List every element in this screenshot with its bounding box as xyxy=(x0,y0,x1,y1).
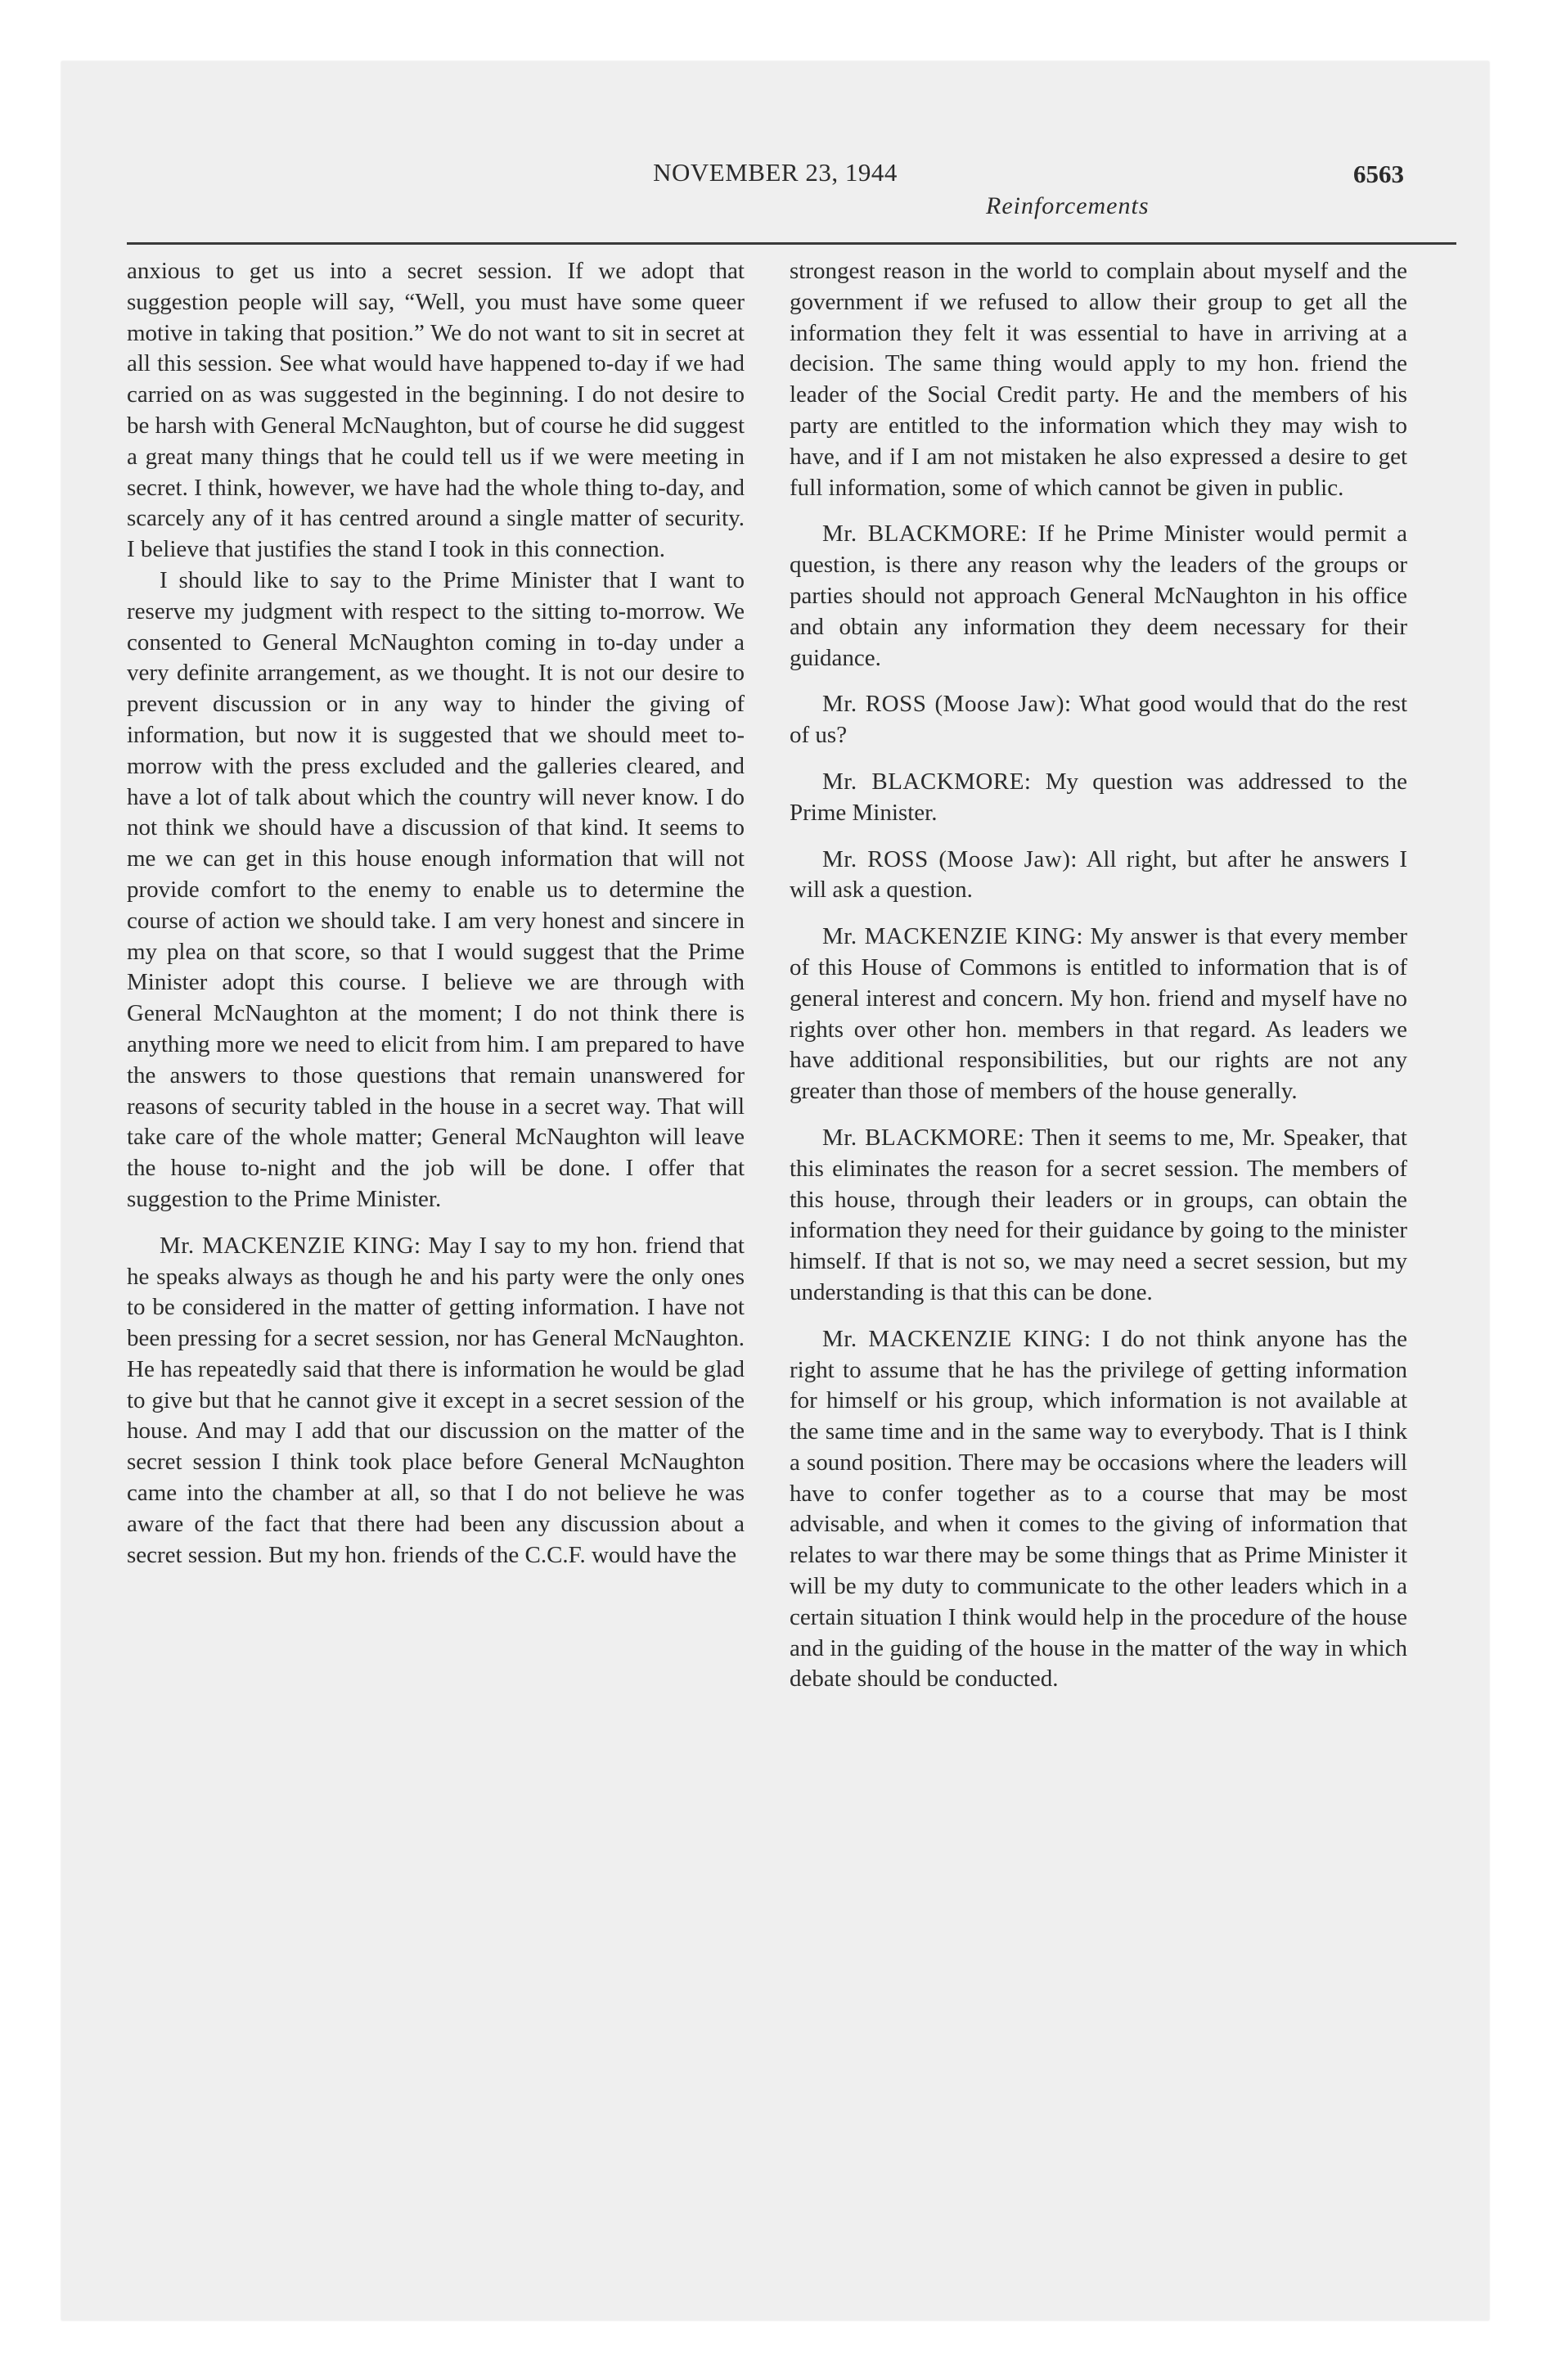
speech-paragraph xyxy=(790,1123,1407,1309)
speech-paragraph xyxy=(790,689,1407,751)
speech-text: All right, but after he answers I will ask a question. xyxy=(790,845,1407,904)
header-divider xyxy=(127,242,1456,245)
speech-paragraph xyxy=(790,845,1407,907)
speaker-name: Mr. BLACKMORE: xyxy=(822,1124,1025,1151)
left-column xyxy=(127,256,745,1571)
speech-text: May I say to my hon. friend that he speaks always as though he and his party were the only ones to be considered in the matter of getting information. I have not been pressing for a secret session, nor has General McNaughton. He has repeatedly said that there is information he would be glad to give but that he cannot give it except in a secret session of the house. And may I add that our discussion on the matter of the secret session I think took place before General McNaughton came into the chamber at all, so that I do not believe he was aware of the fact that there had been any discussion about a secret session. But my hon. friends of the C.C.F. would have the xyxy=(127,1232,745,1568)
speech-paragraph xyxy=(790,1324,1407,1696)
paragraph: anxious to get us into a secret session. If we adopt that suggestion people will say, “Well, you must have some queer motive in taking that position.” We do not want to sit in secret at all this session. See what would have happened to-day if we had carried on as was suggested in the beginning. I do not desire to be harsh with General McNaughton, but of course he did suggest a great many things that he could tell us if we were meeting in secret. I think, however, we have had the whole thing to-day, and scarcely any of it has centred around a single matter of security. I believe that justifies the stand I took in this connection. xyxy=(127,258,745,563)
speaker-name: Mr. ROSS (Moose Jaw): xyxy=(822,691,1072,718)
page-number: 6563 xyxy=(1353,160,1404,188)
speech-text: My question was addressed to the Prime Minister. xyxy=(790,768,1407,826)
scanned-page xyxy=(61,61,1489,2320)
speech-text: My answer is that every member of this House of Commons is entitled to information that is of general interest and concern. My hon. friend and myself have no rights over other hon. members in that regard. As leaders we have additional responsibilities, but our rights are not any greater than those of members of the house generally. xyxy=(790,923,1407,1105)
paragraph: strongest reason in the world to complain about myself and the government if we refused to allow their group to get all the information they felt it was essential to have in arriving at a decision. The same thing would apply to my hon. friend the leader of the Social Credit party. He and the members of his party are entitled to the information which they may wish to have, and if I am not mistaken he also expressed a desire to get full information, some of which cannot be given in public. xyxy=(790,258,1407,501)
page-header-date: NOVEMBER 23, 1944 xyxy=(653,158,898,187)
speech-text: Then it seems to me, Mr. Speaker, that this eliminates the reason for a secret session. The members of this house, through their leaders or in groups, can obtain the information they need for their guidance by going to the minister himself. If that is not so, we may need a secret session, but my understanding is that this can be done. xyxy=(790,1124,1407,1305)
page-header-section: Reinforcements xyxy=(986,192,1150,219)
right-column xyxy=(790,256,1407,1695)
speaker-name: Mr. MACKENZIE KING: xyxy=(822,1325,1091,1352)
speech-text: If he Prime Minister would permit a question, is there any reason why the leaders of the groups or parties should not approach General McNaughton in his office and obtain any information they deem necessary for their guidance. xyxy=(790,521,1407,671)
speaker-name: Mr. BLACKMORE: xyxy=(822,768,1032,795)
paragraph: I should like to say to the Prime Minister that I want to reserve my judgment with respect to the sitting to-morrow. We consented to General McNaughton coming in to-day under a very definite arrangement, as we thought. It is not our desire to prevent discussion or in any way to hinder the giving of information, but now it is suggested that we should meet to-morrow with the press excluded and the galleries cleared, and have a lot of talk about which the country will never know. I do not think we should have a discussion of that kind. It seems to me we can get in this house enough information that will not provide comfort to the enemy to enable us to determine the course of action we should take. I am very honest and sincere in my plea on that score, so that I would suggest that the Prime Minister adopt this course. I believe we are through with General McNaughton at the moment; I do not think there is anything more we need to elicit from him. I am prepared to have the answers to those questions that remain unanswered for reasons of security tabled in the house in a secret way. That will take care of the whole matter; General McNaughton will leave the house to-night and the job will be done. I offer that suggestion to the Prime Minister. xyxy=(127,566,745,1212)
speech-paragraph xyxy=(790,767,1407,829)
speaker-name: Mr. BLACKMORE: xyxy=(822,521,1028,548)
speech-paragraph xyxy=(127,1231,745,1571)
speaker-name: Mr. ROSS (Moose Jaw): xyxy=(822,845,1078,872)
speech-text: I do not think anyone has the right to assume that he has the privilege of getting information for himself or his group, which information is not available at the same time and in the same way to everybody. That is I think a sound position. There may be occasions where the leaders will have to confer together as to a course that may be most advisable, and when it comes to the giving of information that relates to war there may be some things that as Prime Minister it will be my duty to communicate to the other leaders which in a certain situation I think would help in the procedure of the house and in the guiding of the house in the matter of the way in which debate should be conducted. xyxy=(790,1325,1407,1693)
speech-paragraph xyxy=(790,922,1407,1107)
speech-paragraph xyxy=(790,519,1407,674)
speaker-name: Mr. MACKENZIE KING: xyxy=(822,923,1083,950)
speaker-name: Mr. MACKENZIE KING: xyxy=(160,1232,421,1259)
speech-text: What good would that do the rest of us? xyxy=(790,691,1407,749)
